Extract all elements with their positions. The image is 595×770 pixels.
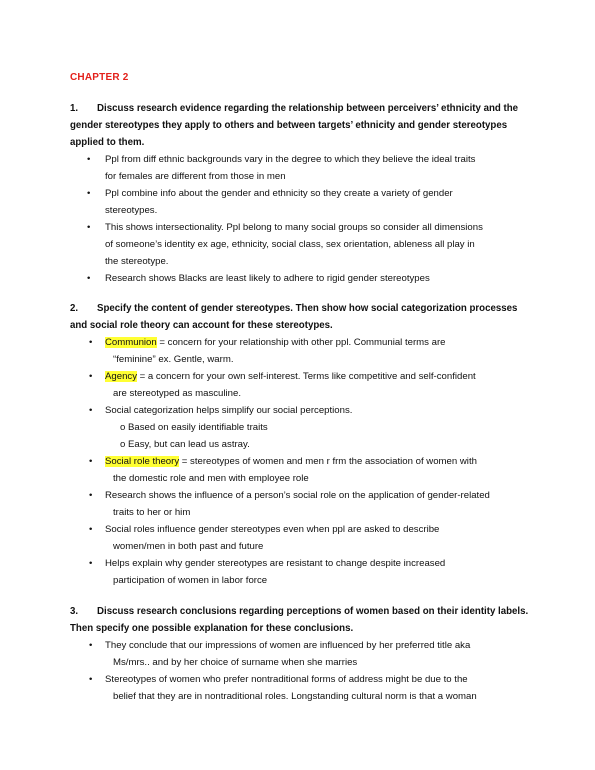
question-3-bullets — [70, 637, 540, 705]
question-2-bullets-cont — [70, 453, 540, 589]
question-2 — [70, 300, 530, 334]
list-item: • Agency = a concern for your own self-interest. Terms like competitive and self-confident are stereotyped as masculine. — [70, 368, 540, 402]
list-item: • Stereotypes of women who prefer nontraditional forms of address might be due to the belief that they are in nontraditional roles. Longstanding cultural norm is that a woman — [70, 671, 540, 705]
list-item: • Research shows the influence of a person’s social role on the application of gender-related traits to her or him — [70, 487, 540, 521]
question-2-bullets — [70, 334, 540, 419]
list-item: • Helps explain why gender stereotypes are resistant to change despite increased participation of women in labor force — [70, 555, 540, 589]
question-text: Specify the content of gender stereotypes. Then show how social categorization processes and social role theory can account for these stereotypes. — [70, 303, 518, 331]
highlighted-term: Communion — [105, 337, 157, 348]
highlighted-term: Agency — [105, 371, 137, 382]
list-item: • They conclude that our impressions of women are influenced by her preferred title aka Ms/mrs.. and by her choice of surname when she marries — [70, 637, 540, 671]
question-number: 3. — [70, 606, 79, 617]
question-text: Discuss research conclusions regarding perceptions of women based on their identity labels. Then specify one possible explanation for these conclusions. — [70, 606, 529, 634]
list-item: • Social roles influence gender stereotypes even when ppl are asked to describe women/men in both past and future — [70, 521, 540, 555]
question-1-bullets — [70, 151, 540, 287]
question-number: 1. — [70, 103, 79, 114]
list-item: • Social categorization helps simplify our social perceptions. — [70, 402, 540, 419]
question-text: Discuss research evidence regarding the relationship between perceivers’ ethnicity and the gender stereotypes they apply to others and between targets’ ethnicity and gender stereotypes applied to them. — [70, 103, 519, 148]
chapter-heading: CHAPTER 2 — [70, 72, 129, 83]
sub-item: o Based on easily identifiable traits — [120, 422, 268, 433]
list-item: • This shows intersectionality. Ppl belong to many social groups so consider all dimensions of someone’s identity ex age, ethnicity, social class, sex orientation, ableness all play in the stereotype. — [70, 219, 540, 270]
list-item: • Ppl combine info about the gender and ethnicity so they create a variety of gender stereotypes. — [70, 185, 540, 219]
sub-item: o Easy, but can lead us astray. — [120, 439, 250, 450]
list-item: • Communion = concern for your relationship with other ppl. Communial terms are “feminine” ex. Gentle, warm. — [70, 334, 540, 368]
question-number: 2. — [70, 303, 79, 314]
highlighted-term: Social role theory — [105, 456, 180, 467]
question-3 — [70, 603, 530, 637]
list-item: • Research shows Blacks are least likely to adhere to rigid gender stereotypes — [70, 270, 540, 287]
list-item: • Ppl from diff ethnic backgrounds vary in the degree to which they believe the ideal traits for females are different from those in men — [70, 151, 540, 185]
question-1 — [70, 100, 530, 151]
list-item: • Social role theory = stereotypes of women and men r frm the association of women with the domestic role and men with employee role — [70, 453, 540, 487]
